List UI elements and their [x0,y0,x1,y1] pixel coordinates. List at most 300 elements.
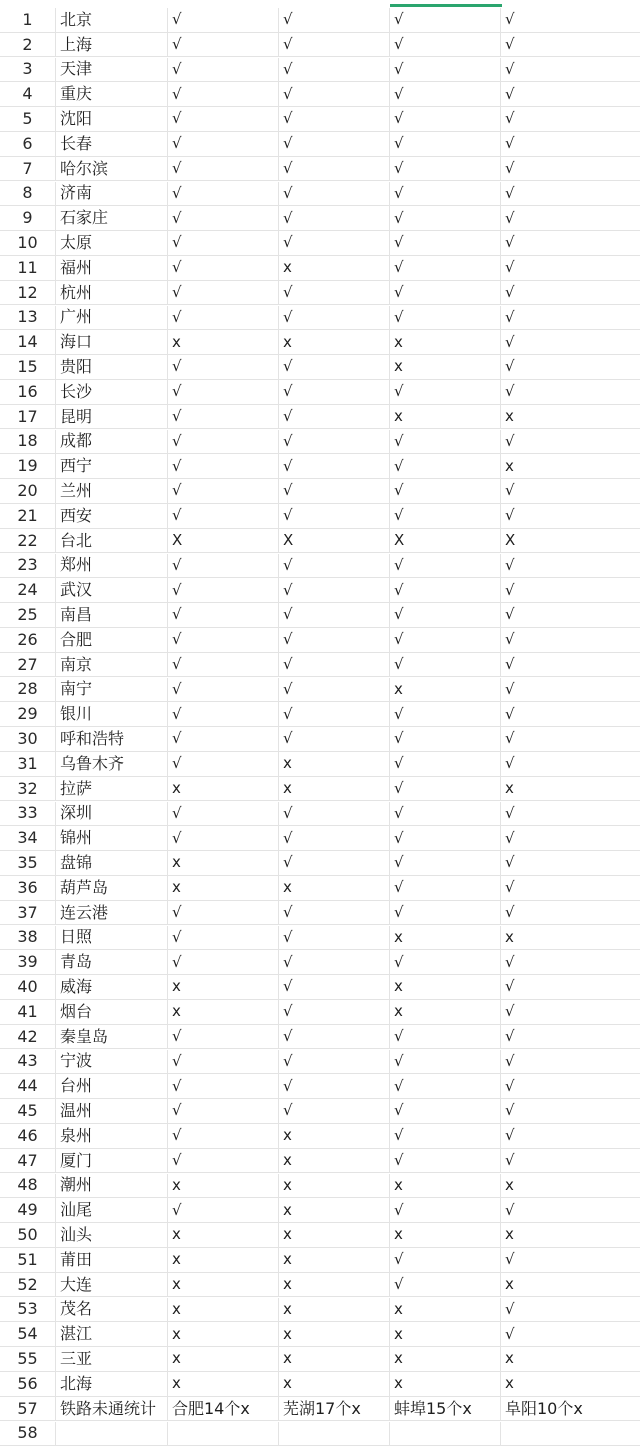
cell-fuyang[interactable]: √ [505,1076,515,1095]
cell-fuyang[interactable]: √ [505,655,515,674]
cell-hefei[interactable]: √ [168,628,279,652]
cell-city[interactable]: 台州 [56,1074,168,1098]
cell-wuhu[interactable]: x [279,1223,390,1247]
cell-wuhu[interactable]: √ [279,1025,390,1049]
cell-fuyang[interactable]: √ [505,233,515,252]
cell-fuyang[interactable]: X [505,531,516,550]
cell-fuyang[interactable]: √ [505,679,515,698]
cell-city[interactable]: 沈阳 [56,107,168,131]
cell-city[interactable]: 盘锦 [56,851,168,875]
table-row [0,479,640,504]
cell-city[interactable]: 锦州 [56,826,168,850]
cell-bengbu[interactable]: x [390,1347,501,1371]
cell-wuhu[interactable]: √ [279,554,390,578]
cell-hefei[interactable]: √ [168,256,279,280]
cell-wuhu[interactable]: √ [279,132,390,156]
cell-fuyang[interactable]: √ [505,431,515,450]
cell-wuhu[interactable]: x [279,1322,390,1346]
cell-city[interactable]: 拉萨 [56,777,168,801]
cell-wuhu[interactable]: x [279,1174,390,1198]
cell-fuyang[interactable]: √ [505,208,515,227]
cell-bengbu[interactable]: √ [390,107,501,131]
cell-city[interactable]: 潮州 [56,1174,168,1198]
cell-city[interactable]: 济南 [56,182,168,206]
cell-city[interactable]: 上海 [56,33,168,57]
cell-city[interactable]: 长沙 [56,380,168,404]
cell-bengbu[interactable]: X [390,529,501,553]
cell-hefei[interactable]: √ [168,826,279,850]
cell-bengbu[interactable]: √ [390,727,501,751]
cell-hefei[interactable]: √ [168,8,279,32]
cell-fuyang[interactable]: √ [505,183,515,202]
cell-city[interactable]: 铁路未通统计 [56,1397,168,1421]
cell-bengbu[interactable]: √ [390,380,501,404]
cell-hefei[interactable]: √ [168,231,279,255]
cell-wuhu[interactable]: x [279,256,390,280]
cell-wuhu[interactable]: √ [279,901,390,925]
table-row [0,1248,640,1273]
row-number: 57 [0,1397,56,1421]
cell-hefei[interactable]: x [168,777,279,801]
cell-wuhu[interactable]: x [279,330,390,354]
cell-city[interactable]: 成都 [56,430,168,454]
cell-hefei[interactable]: √ [168,901,279,925]
cell-hefei[interactable]: x [168,851,279,875]
cell-fuyang[interactable]: √ [505,1200,515,1219]
cell-bengbu[interactable]: x [390,926,501,950]
cell-hefei[interactable]: x [168,1322,279,1346]
cell-wuhu[interactable]: √ [279,1074,390,1098]
cell-bengbu[interactable]: x [390,1322,501,1346]
cell-bengbu[interactable]: √ [390,1124,501,1148]
cell-bengbu[interactable]: √ [390,430,501,454]
cell-fuyang[interactable]: √ [505,1299,515,1318]
cell-city[interactable]: 武汉 [56,578,168,602]
cell-bengbu[interactable]: x [390,405,501,429]
cell-hefei[interactable]: √ [168,1124,279,1148]
cell-wuhu[interactable]: √ [279,182,390,206]
cell-fuyang[interactable]: √ [505,1151,515,1170]
cell-fuyang[interactable]: x [505,927,514,946]
cell-wuhu[interactable]: x [279,1248,390,1272]
cell-bengbu[interactable]: √ [390,653,501,677]
cell-hefei[interactable]: √ [168,504,279,528]
cell-city[interactable]: 海口 [56,330,168,354]
cell-bengbu[interactable]: √ [390,1099,501,1123]
cell-fuyang[interactable]: √ [505,481,515,500]
cell-hefei[interactable]: x [168,1273,279,1297]
cell-hefei[interactable]: √ [168,554,279,578]
cell-city[interactable]: 茂名 [56,1298,168,1322]
cell-bengbu[interactable]: x [390,678,501,702]
cell-hefei[interactable]: 合肥14个x [168,1397,279,1421]
cell-fuyang[interactable]: √ [505,878,515,897]
cell-hefei[interactable]: √ [168,454,279,478]
cell-city[interactable]: 西宁 [56,454,168,478]
cell-bengbu[interactable]: √ [390,777,501,801]
cell-hefei[interactable]: √ [168,430,279,454]
cell-hefei[interactable]: √ [168,678,279,702]
cell-hefei[interactable]: √ [168,1074,279,1098]
cell-bengbu[interactable]: √ [390,58,501,82]
cell-wuhu[interactable]: √ [279,281,390,305]
cell-city[interactable]: 温州 [56,1099,168,1123]
cell-fuyang[interactable]: √ [505,10,515,29]
cell-wuhu[interactable]: √ [279,157,390,181]
cell-wuhu[interactable]: √ [279,1050,390,1074]
cell-bengbu[interactable]: √ [390,182,501,206]
cell-city[interactable]: 合肥 [56,628,168,652]
cell-bengbu[interactable]: √ [390,479,501,503]
cell-fuyang[interactable]: √ [505,903,515,922]
cell-hefei[interactable]: √ [168,653,279,677]
cell-city[interactable]: 大连 [56,1273,168,1297]
cell-wuhu[interactable]: √ [279,653,390,677]
cell-city[interactable]: 昆明 [56,405,168,429]
cell-wuhu[interactable]: √ [279,405,390,429]
cell-bengbu[interactable]: √ [390,504,501,528]
cell-wuhu[interactable]: √ [279,33,390,57]
cell-hefei[interactable]: √ [168,802,279,826]
row-number: 1 [0,8,56,32]
cell-bengbu[interactable]: √ [390,281,501,305]
table-row [0,1298,640,1323]
cell-bengbu[interactable]: x [390,1174,501,1198]
table-row [0,802,640,827]
cell-bengbu[interactable]: x [390,355,501,379]
cell-fuyang[interactable]: √ [505,952,515,971]
cell-wuhu[interactable]: √ [279,950,390,974]
cell-hefei[interactable]: √ [168,479,279,503]
cell-city[interactable]: 南宁 [56,678,168,702]
cell-fuyang[interactable]: x [505,1275,514,1294]
cell-fuyang[interactable]: √ [505,704,515,723]
cell-wuhu[interactable]: √ [279,727,390,751]
cell-wuhu[interactable]: √ [279,1000,390,1024]
cell-bengbu[interactable]: √ [390,702,501,726]
cell-city[interactable]: 秦皇岛 [56,1025,168,1049]
cell-wuhu[interactable]: √ [279,1099,390,1123]
cell-wuhu[interactable]: √ [279,578,390,602]
cell-hefei[interactable]: √ [168,1050,279,1074]
cell-fuyang[interactable]: √ [505,853,515,872]
cell-city[interactable]: 长春 [56,132,168,156]
cell-city[interactable]: 泉州 [56,1124,168,1148]
cell-fuyang[interactable]: √ [505,729,515,748]
cell-hefei[interactable]: √ [168,405,279,429]
cell-fuyang[interactable]: √ [505,803,515,822]
cell-wuhu[interactable]: √ [279,8,390,32]
cell-city[interactable]: 广州 [56,306,168,330]
cell-bengbu[interactable]: √ [390,554,501,578]
cell-hefei[interactable]: √ [168,306,279,330]
cell-wuhu[interactable]: √ [279,82,390,106]
cell-bengbu[interactable]: √ [390,1074,501,1098]
cell-fuyang[interactable]: √ [505,1250,515,1269]
cell-city[interactable]: 威海 [56,975,168,999]
cell-fuyang[interactable]: √ [505,357,515,376]
cell-wuhu[interactable]: √ [279,454,390,478]
cell-bengbu[interactable]: 蚌埠15个x [390,1397,501,1421]
cell-wuhu[interactable]: x [279,1124,390,1148]
cell-fuyang[interactable]: √ [505,134,515,153]
cell-hefei[interactable]: √ [168,926,279,950]
cell-fuyang[interactable]: √ [505,307,515,326]
cell-wuhu[interactable]: √ [279,58,390,82]
cell-fuyang[interactable]: √ [505,109,515,128]
cell-hefei[interactable]: x [168,1347,279,1371]
cell-hefei[interactable]: x [168,1000,279,1024]
cell-wuhu[interactable]: x [279,876,390,900]
cell-city[interactable]: 北海 [56,1372,168,1396]
cell-hefei[interactable]: √ [168,182,279,206]
cell-hefei[interactable]: x [168,1223,279,1247]
cell-wuhu[interactable]: √ [279,802,390,826]
cell-wuhu[interactable]: √ [279,678,390,702]
cell-wuhu[interactable]: X [279,529,390,553]
cell-bengbu[interactable]: √ [390,1273,501,1297]
cell-bengbu[interactable]: √ [390,752,501,776]
cell-wuhu[interactable]: √ [279,603,390,627]
cell-city[interactable]: 深圳 [56,802,168,826]
cell-bengbu[interactable]: √ [390,82,501,106]
cell-hefei[interactable]: √ [168,82,279,106]
cell-wuhu[interactable]: √ [279,380,390,404]
cell-hefei[interactable]: x [168,876,279,900]
cell-fuyang[interactable]: √ [505,35,515,54]
cell-city[interactable]: 南昌 [56,603,168,627]
cell-city[interactable]: 西安 [56,504,168,528]
cell-fuyang[interactable]: 阜阳10个x [505,1398,583,1418]
cell-wuhu[interactable]: √ [279,355,390,379]
cell-bengbu[interactable]: √ [390,33,501,57]
cell-city[interactable]: 汕头 [56,1223,168,1247]
table-row [0,628,640,653]
cell-bengbu[interactable]: √ [390,950,501,974]
cell-hefei[interactable]: x [168,1174,279,1198]
table-row [0,1149,640,1174]
cell-hefei[interactable]: x [168,1298,279,1322]
cell-wuhu[interactable]: x [279,1347,390,1371]
cell-bengbu[interactable]: x [390,330,501,354]
cell-fuyang[interactable]: √ [505,828,515,847]
cell-hefei[interactable]: √ [168,727,279,751]
cell-city[interactable]: 台北 [56,529,168,553]
cell-fuyang[interactable]: √ [505,1101,515,1120]
cell-fuyang[interactable]: √ [505,506,515,525]
cell-fuyang[interactable]: √ [505,1324,515,1343]
cell-fuyang[interactable]: √ [505,382,515,401]
cell-fuyang[interactable]: √ [505,1126,515,1145]
cell-city[interactable]: 杭州 [56,281,168,305]
cell-fuyang[interactable]: x [505,779,514,798]
cell-fuyang[interactable]: √ [505,1027,515,1046]
cell-hefei[interactable]: √ [168,752,279,776]
cell-hefei[interactable]: √ [168,578,279,602]
cell-city[interactable]: 太原 [56,231,168,255]
cell-wuhu[interactable]: √ [279,628,390,652]
cell-bengbu[interactable]: √ [390,901,501,925]
cell-hefei[interactable]: √ [168,107,279,131]
cell-bengbu[interactable]: √ [390,1149,501,1173]
cell-bengbu[interactable]: √ [390,603,501,627]
table-row [0,603,640,628]
cell-wuhu[interactable]: √ [279,702,390,726]
cell-city[interactable]: 南京 [56,653,168,677]
cell-fuyang[interactable]: x [505,407,514,426]
cell-hefei[interactable]: √ [168,380,279,404]
cell-fuyang[interactable]: √ [505,332,515,351]
cell-hefei[interactable]: √ [168,1099,279,1123]
cell-fuyang[interactable]: √ [505,605,515,624]
cell-fuyang[interactable]: √ [505,1051,515,1070]
cell-bengbu[interactable]: √ [390,851,501,875]
cell-wuhu[interactable]: √ [279,306,390,330]
cell-city[interactable]: 银川 [56,702,168,726]
cell-bengbu[interactable]: √ [390,8,501,32]
cell-fuyang[interactable]: √ [505,84,515,103]
cell-bengbu[interactable]: x [390,1372,501,1396]
cell-hefei[interactable]: √ [168,1198,279,1222]
cell-bengbu[interactable]: x [390,1223,501,1247]
cell-city[interactable]: 莆田 [56,1248,168,1272]
cell-wuhu[interactable]: x [279,1273,390,1297]
cell-hefei[interactable]: x [168,330,279,354]
cell-city[interactable]: 宁波 [56,1050,168,1074]
cell-hefei[interactable]: √ [168,157,279,181]
cell-bengbu[interactable]: √ [390,306,501,330]
cell-city[interactable]: 贵阳 [56,355,168,379]
cell-wuhu[interactable]: x [279,1372,390,1396]
cell-fuyang[interactable]: √ [505,555,515,574]
cell-bengbu[interactable]: √ [390,1025,501,1049]
cell-wuhu[interactable]: √ [279,479,390,503]
cell-hefei[interactable]: √ [168,58,279,82]
cell-wuhu[interactable]: x [279,777,390,801]
cell-bengbu[interactable]: √ [390,578,501,602]
cell-city[interactable]: 重庆 [56,82,168,106]
cell-hefei[interactable]: x [168,1248,279,1272]
cell-fuyang[interactable]: √ [505,977,515,996]
row-number: 54 [0,1322,56,1346]
cell-bengbu[interactable]: √ [390,876,501,900]
cell-bengbu[interactable]: √ [390,132,501,156]
cell-city[interactable]: 葫芦岛 [56,876,168,900]
cell-wuhu[interactable]: √ [279,926,390,950]
cell-fuyang[interactable]: √ [505,580,515,599]
cell-hefei[interactable]: √ [168,281,279,305]
cell-bengbu[interactable]: √ [390,157,501,181]
cell-city[interactable]: 郑州 [56,554,168,578]
cell-bengbu[interactable]: √ [390,454,501,478]
cell-wuhu[interactable]: √ [279,826,390,850]
cell-fuyang[interactable]: √ [505,283,515,302]
summary-row [0,1397,640,1422]
cell-city[interactable]: 天津 [56,58,168,82]
cell-bengbu[interactable]: √ [390,802,501,826]
cell-hefei[interactable]: x [168,975,279,999]
cell-wuhu[interactable]: √ [279,206,390,230]
cell-fuyang[interactable]: x [505,1374,514,1393]
cell-bengbu[interactable]: x [390,1000,501,1024]
cell-bengbu[interactable]: √ [390,1248,501,1272]
cell-fuyang[interactable]: √ [505,258,515,277]
cell-wuhu[interactable]: √ [279,975,390,999]
cell-fuyang[interactable]: √ [505,1002,515,1021]
cell-bengbu[interactable]: √ [390,826,501,850]
cell-bengbu[interactable]: √ [390,1050,501,1074]
cell-city[interactable]: 乌鲁木齐 [56,752,168,776]
cell-city[interactable]: 连云港 [56,901,168,925]
cell-hefei[interactable]: x [168,1372,279,1396]
cell-city[interactable]: 日照 [56,926,168,950]
cell-hefei[interactable]: √ [168,132,279,156]
cell-hefei[interactable]: √ [168,33,279,57]
cell-wuhu[interactable]: √ [279,851,390,875]
cell-fuyang[interactable]: x [505,456,514,475]
cell-bengbu[interactable]: x [390,975,501,999]
cell-city[interactable]: 呼和浩特 [56,727,168,751]
cell-fuyang[interactable]: x [505,1175,514,1194]
cell-hefei[interactable]: X [168,529,279,553]
cell-hefei[interactable]: √ [168,950,279,974]
row-number: 35 [0,851,56,875]
cell-city[interactable]: 青岛 [56,950,168,974]
cell-city[interactable]: 汕尾 [56,1198,168,1222]
cell-bengbu[interactable]: √ [390,628,501,652]
row-number: 55 [0,1347,56,1371]
cell-hefei[interactable]: √ [168,206,279,230]
cell-hefei[interactable]: √ [168,603,279,627]
cell-city[interactable]: 福州 [56,256,168,280]
cell-hefei[interactable]: √ [168,702,279,726]
cell-city[interactable]: 三亚 [56,1347,168,1371]
cell-hefei[interactable]: √ [168,1025,279,1049]
cell-fuyang[interactable]: √ [505,630,515,649]
cell-fuyang[interactable]: √ [505,754,515,773]
cell-bengbu[interactable]: x [390,1298,501,1322]
cell-wuhu[interactable]: 芜湖17个x [279,1397,390,1421]
cell-city[interactable]: 石家庄 [56,206,168,230]
cell-wuhu[interactable]: x [279,1298,390,1322]
cell-city[interactable]: 兰州 [56,479,168,503]
cell-wuhu[interactable]: x [279,1149,390,1173]
cell-wuhu[interactable]: √ [279,231,390,255]
cell-hefei[interactable]: √ [168,1149,279,1173]
cell-bengbu[interactable]: √ [390,256,501,280]
cell-city[interactable]: 厦门 [56,1149,168,1173]
cell-wuhu[interactable]: x [279,1198,390,1222]
cell-fuyang[interactable]: x [505,1225,514,1244]
cell-bengbu[interactable]: √ [390,1198,501,1222]
cell-city[interactable]: 哈尔滨 [56,157,168,181]
cell-fuyang[interactable]: √ [505,59,515,78]
table-row [0,355,640,380]
cell-bengbu[interactable]: √ [390,206,501,230]
cell-hefei[interactable]: √ [168,355,279,379]
cell-city[interactable]: 烟台 [56,1000,168,1024]
cell-wuhu[interactable]: √ [279,504,390,528]
cell-city[interactable]: 湛江 [56,1322,168,1346]
cell-city[interactable]: 北京 [56,8,168,32]
cell-wuhu[interactable]: √ [279,107,390,131]
cell-bengbu[interactable]: √ [390,231,501,255]
cell-wuhu[interactable]: √ [279,430,390,454]
cell-wuhu[interactable]: x [279,752,390,776]
row-number: 14 [0,330,56,354]
cell-fuyang[interactable]: x [505,1349,514,1368]
cell-fuyang[interactable]: √ [505,159,515,178]
